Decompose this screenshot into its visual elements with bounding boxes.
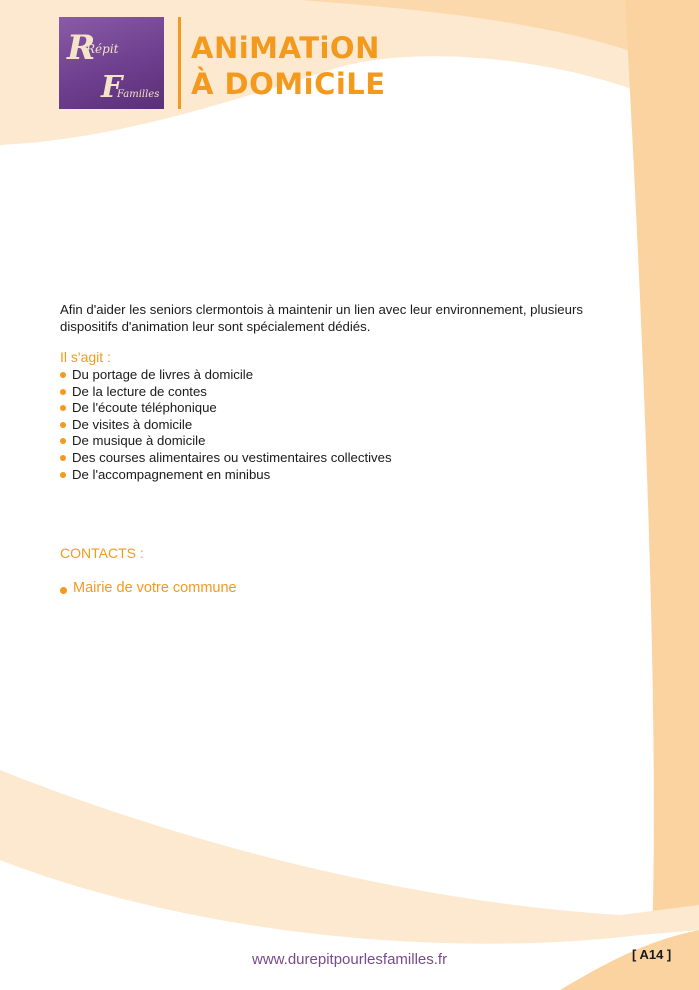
list-heading: Il s'agit : bbox=[60, 349, 111, 365]
services-list bbox=[60, 367, 392, 483]
bullet-icon bbox=[60, 422, 66, 428]
list-item: De la lecture de contes bbox=[60, 384, 392, 401]
bullet-icon bbox=[60, 405, 66, 411]
bullet-icon bbox=[60, 389, 66, 395]
svg-text:R: R bbox=[67, 28, 96, 68]
page-number: [ A14 ] bbox=[632, 947, 672, 962]
list-item: Des courses alimentaires ou vestimentaires collectives bbox=[60, 450, 392, 467]
svg-text:Familles: Familles bbox=[117, 89, 160, 100]
page-title-line-1: ANiMATiON bbox=[191, 31, 380, 65]
svg-text:Répit: Répit bbox=[86, 42, 119, 56]
header-divider bbox=[178, 17, 181, 109]
list-item: De visites à domicile bbox=[60, 417, 392, 434]
list-item: Du portage de livres à domicile bbox=[60, 367, 392, 384]
bullet-icon bbox=[60, 472, 66, 478]
footer-url-link[interactable]: www.durepitpourlesfamilles.fr bbox=[252, 951, 448, 968]
intro-paragraph: Afin d'aider les seniors clermontois à maintenir un lien avec leur environnement, plusieurs dispositifs d'animation leur sont spécialement dédiés. bbox=[60, 302, 583, 334]
bullet-icon bbox=[60, 438, 66, 444]
bullet-icon bbox=[60, 372, 66, 378]
page-title-line-2: À DOMiCiLE bbox=[191, 67, 386, 101]
list-item: De l'écoute téléphonique bbox=[60, 400, 392, 417]
page-title bbox=[191, 30, 386, 102]
bullet-icon bbox=[60, 587, 67, 594]
logo-emblem-icon bbox=[59, 17, 164, 109]
svg-text:F: F bbox=[101, 70, 123, 105]
logo bbox=[59, 17, 164, 109]
list-item: De l'accompagnement en minibus bbox=[60, 467, 392, 484]
list-item: De musique à domicile bbox=[60, 433, 392, 450]
contacts-heading: CONTACTS : bbox=[60, 545, 144, 561]
bullet-icon bbox=[60, 455, 66, 461]
contact-item: Mairie de votre commune bbox=[60, 580, 237, 596]
